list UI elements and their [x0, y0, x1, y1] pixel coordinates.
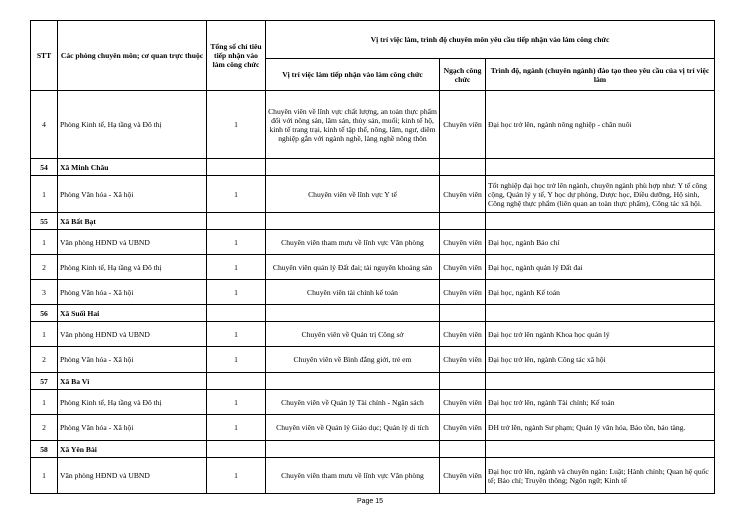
empty-cell [266, 213, 440, 230]
section-row [31, 159, 715, 176]
row-quota: 1 [207, 322, 266, 347]
row-position: Chuyên viên về lĩnh vực chất lượng, an toàn thực phẩm đối với nông sản, lâm sản, thủy sản, muối; kinh tế hộ, kinh tế trang trại, kinh tế tập thể, nông, lâm, ngư, diêm nghiệp gắn với ngành nghề, làng nghề nông thôn [266, 91, 440, 159]
row-rank: Chuyên viên [440, 280, 486, 305]
header-rank: Ngạch công chức [440, 59, 486, 91]
row-qualification: Đại học, ngành Báo chí [486, 230, 715, 255]
section-name: Xã Yên Bài [58, 441, 207, 458]
row-position: Chuyên viên tài chính kế toán [266, 280, 440, 305]
empty-cell [440, 213, 486, 230]
table-row [31, 322, 715, 347]
row-department: Văn phòng HĐND và UBND [58, 230, 207, 255]
row-position: Chuyên viên về Bình đẳng giới, trẻ em [266, 347, 440, 373]
row-quota: 1 [207, 176, 266, 213]
row-quota: 1 [207, 415, 266, 441]
row-quota: 1 [207, 280, 266, 305]
empty-cell [266, 305, 440, 322]
empty-cell [207, 441, 266, 458]
row-stt: 3 [31, 280, 58, 305]
table-row [31, 390, 715, 415]
empty-cell [486, 159, 715, 176]
row-quota: 1 [207, 255, 266, 280]
row-qualification: Đại học, ngành quản lý Đất đai [486, 255, 715, 280]
row-position: Chuyên viên quản lý Đất đai; tài nguyên khoáng sản [266, 255, 440, 280]
section-stt: 56 [31, 305, 58, 322]
row-department: Phòng Kinh tế, Hạ tầng và Đô thị [58, 91, 207, 159]
section-name: Xã Ba Vì [58, 373, 207, 390]
row-qualification: Đại học trở lên, ngành Tài chính; Kế toán [486, 390, 715, 415]
row-quota: 1 [207, 230, 266, 255]
row-position: Chuyên viên về lĩnh vực Y tế [266, 176, 440, 213]
row-qualification: Tốt nghiệp đại học trở lên ngành, chuyên ngành phù hợp như: Y tế công cộng, Quản lý y tế, Y học dự phòng, Dược học, Điều dưỡng, Hộ sinh, Công nghệ thực phẩm (liên quan an toàn thực phẩm), Công tác xã hội. [486, 176, 715, 213]
section-row [31, 441, 715, 458]
row-position: Chuyên viên tham mưu về lĩnh vực Văn phòng [266, 458, 440, 494]
table-body [31, 91, 715, 494]
empty-cell [266, 441, 440, 458]
row-stt: 1 [31, 390, 58, 415]
section-stt: 54 [31, 159, 58, 176]
row-quota: 1 [207, 390, 266, 415]
row-department: Văn phòng HĐND và UBND [58, 458, 207, 494]
row-stt: 1 [31, 458, 58, 494]
row-department: Phòng Văn hóa - Xã hội [58, 176, 207, 213]
row-qualification: Đại học trở lên, ngành nông nghiệp - chăn nuôi [486, 91, 715, 159]
row-department: Phòng Văn hóa - Xã hội [58, 280, 207, 305]
table-row [31, 280, 715, 305]
row-position: Chuyên viên về Quản lý Tài chính - Ngân sách [266, 390, 440, 415]
row-qualification: Đại học, ngành Kế toán [486, 280, 715, 305]
row-rank: Chuyên viên [440, 347, 486, 373]
table-row [31, 415, 715, 441]
recruitment-table [30, 20, 715, 494]
row-rank: Chuyên viên [440, 390, 486, 415]
row-quota: 1 [207, 91, 266, 159]
section-name: Xã Suối Hai [58, 305, 207, 322]
empty-cell [440, 441, 486, 458]
header-quota: Tổng số chỉ tiêu tiếp nhận vào làm công chức [207, 21, 266, 91]
header-department: Các phòng chuyên môn; cơ quan trực thuộc [58, 21, 207, 91]
table-row [31, 458, 715, 494]
section-row [31, 305, 715, 322]
table-row [31, 255, 715, 280]
section-name: Xã Bất Bạt [58, 213, 207, 230]
row-stt: 1 [31, 176, 58, 213]
row-stt: 1 [31, 230, 58, 255]
row-stt: 2 [31, 347, 58, 373]
row-qualification: Đại học trở lên ngành Khoa học quản lý [486, 322, 715, 347]
row-stt: 2 [31, 415, 58, 441]
row-stt: 4 [31, 91, 58, 159]
row-stt: 2 [31, 255, 58, 280]
row-quota: 1 [207, 347, 266, 373]
header-stt: STT [31, 21, 58, 91]
header-qualification: Trình độ, ngành (chuyên ngành) đào tạo theo yêu cầu của vị trí việc làm [486, 59, 715, 91]
empty-cell [440, 159, 486, 176]
row-rank: Chuyên viên [440, 458, 486, 494]
empty-cell [440, 373, 486, 390]
row-position: Chuyên viên tham mưu về lĩnh vực Văn phòng [266, 230, 440, 255]
row-rank: Chuyên viên [440, 255, 486, 280]
row-rank: Chuyên viên [440, 322, 486, 347]
section-row [31, 373, 715, 390]
row-qualification: Đại học trở lên, ngành và chuyên ngàn: Luật; Hành chính; Quan hệ quốc tế; Báo chí; Truyền thông; Ngôn ngữ; Kinh tế [486, 458, 715, 494]
row-rank: Chuyên viên [440, 176, 486, 213]
row-rank: Chuyên viên [440, 91, 486, 159]
header-position: Vị trí việc làm tiếp nhận vào làm công chức [266, 59, 440, 91]
row-rank: Chuyên viên [440, 230, 486, 255]
section-stt: 57 [31, 373, 58, 390]
table-row [31, 91, 715, 159]
empty-cell [207, 373, 266, 390]
row-department: Phòng Kinh tế, Hạ tầng và Đô thị [58, 255, 207, 280]
row-rank: Chuyên viên [440, 415, 486, 441]
section-name: Xã Minh Châu [58, 159, 207, 176]
empty-cell [207, 159, 266, 176]
empty-cell [440, 305, 486, 322]
table-row [31, 230, 715, 255]
empty-cell [486, 373, 715, 390]
row-qualification: Đại học trở lên, ngành Công tác xã hội [486, 347, 715, 373]
row-department: Phòng Kinh tế, Hạ tầng và Đô thị [58, 390, 207, 415]
table-row [31, 347, 715, 373]
row-position: Chuyên viên về Quản lý Giáo dục; Quản lý di tích [266, 415, 440, 441]
page-number: Page 15 [356, 498, 384, 505]
empty-cell [207, 305, 266, 322]
empty-cell [207, 213, 266, 230]
section-stt: 55 [31, 213, 58, 230]
row-department: Văn phòng HĐND và UBND [58, 322, 207, 347]
row-department: Phòng Văn hóa - Xã hội [58, 347, 207, 373]
empty-cell [486, 213, 715, 230]
section-stt: 58 [31, 441, 58, 458]
row-stt: 1 [31, 322, 58, 347]
row-qualification: ĐH trở lên, ngành Sư phạm; Quản lý văn hóa, Bảo tồn, bảo tàng. [486, 415, 715, 441]
section-row [31, 213, 715, 230]
row-position: Chuyên viên về Quản trị Công sở [266, 322, 440, 347]
empty-cell [486, 305, 715, 322]
header-position-group: Vị trí việc làm, trình độ chuyên môn yêu cầu tiếp nhận vào làm công chức [266, 21, 715, 59]
row-department: Phòng Văn hóa - Xã hội [58, 415, 207, 441]
empty-cell [486, 441, 715, 458]
empty-cell [266, 159, 440, 176]
row-quota: 1 [207, 458, 266, 494]
table-row [31, 176, 715, 213]
empty-cell [266, 373, 440, 390]
